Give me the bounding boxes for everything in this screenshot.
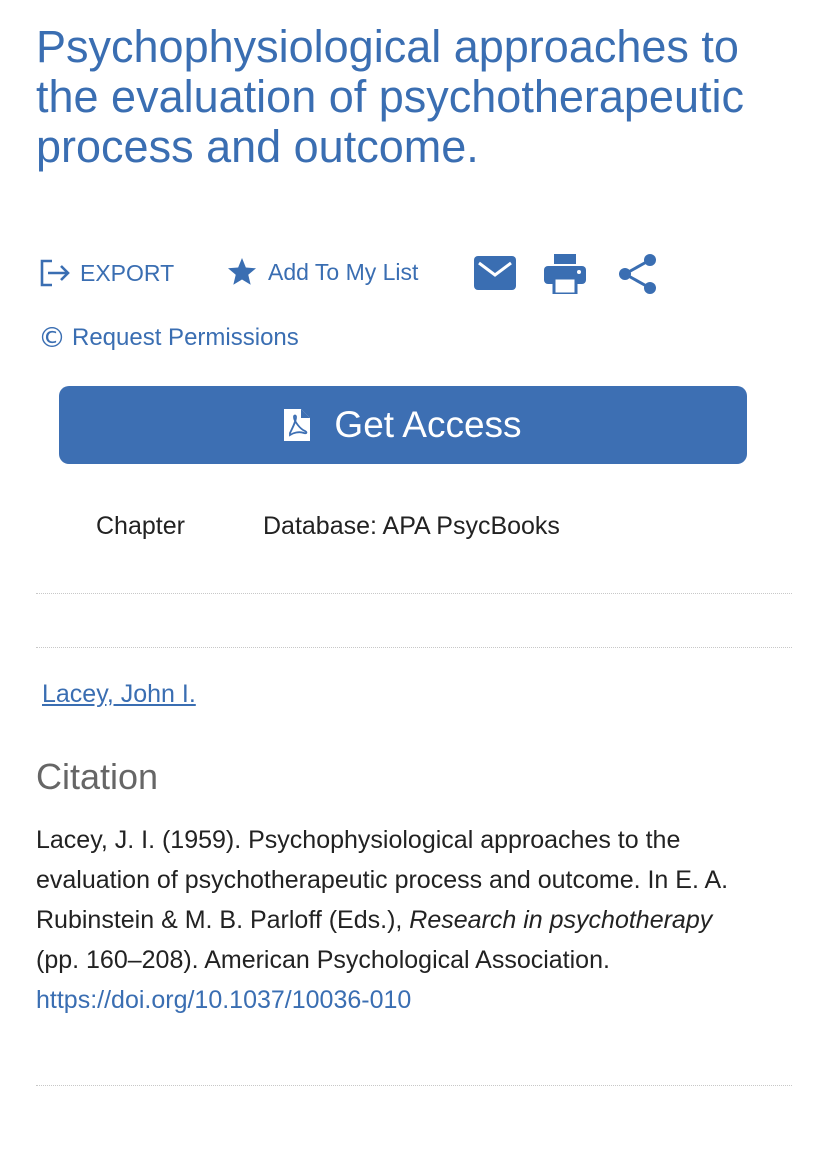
action-bar	[36, 252, 796, 302]
request-permissions-label: Request Permissions	[72, 324, 299, 351]
add-to-my-list-button[interactable]	[226, 256, 418, 288]
add-to-my-list-label: Add To My List	[268, 258, 419, 285]
divider	[36, 647, 792, 648]
copyright-icon: ©	[38, 321, 66, 354]
citation-text-after: (pp. 160–208). American Psychological Association.	[36, 946, 610, 974]
content-type: Chapter	[96, 512, 185, 540]
envelope-icon	[474, 256, 516, 290]
export-icon	[38, 258, 74, 288]
print-button[interactable]	[544, 254, 586, 299]
divider	[36, 593, 792, 594]
citation-text	[36, 820, 736, 1020]
author-link[interactable]: Lacey, John I.	[42, 680, 196, 708]
get-access-button[interactable]	[59, 386, 747, 464]
database-label: Database: APA PsycBooks	[263, 512, 560, 540]
citation-heading: Citation	[36, 756, 159, 797]
doi-link[interactable]: https://doi.org/10.1037/10036-010	[36, 986, 412, 1014]
printer-icon	[544, 254, 586, 294]
citation-text-before: Lacey, J. I. (1959). Psychophysiological approaches to the evaluation of psychotherapeutic process and outcome. In E. A. Rubinstein & M. B. Parloff (Eds.),	[36, 826, 729, 934]
email-button[interactable]	[474, 256, 516, 295]
star-icon	[226, 256, 258, 288]
export-label: EXPORT	[80, 259, 175, 286]
page-title: Psychophysiological approaches to the evaluation of psychotherapeutic process and outcome.	[36, 21, 744, 172]
request-permissions-link[interactable]	[38, 321, 299, 354]
get-access-label: Get Access	[334, 404, 522, 445]
citation-book-title: Research in psychotherapy	[409, 906, 713, 934]
export-button[interactable]	[38, 258, 174, 288]
pdf-file-icon	[284, 409, 310, 441]
divider	[36, 1085, 792, 1086]
share-icon	[616, 252, 658, 296]
share-button[interactable]	[616, 252, 658, 301]
